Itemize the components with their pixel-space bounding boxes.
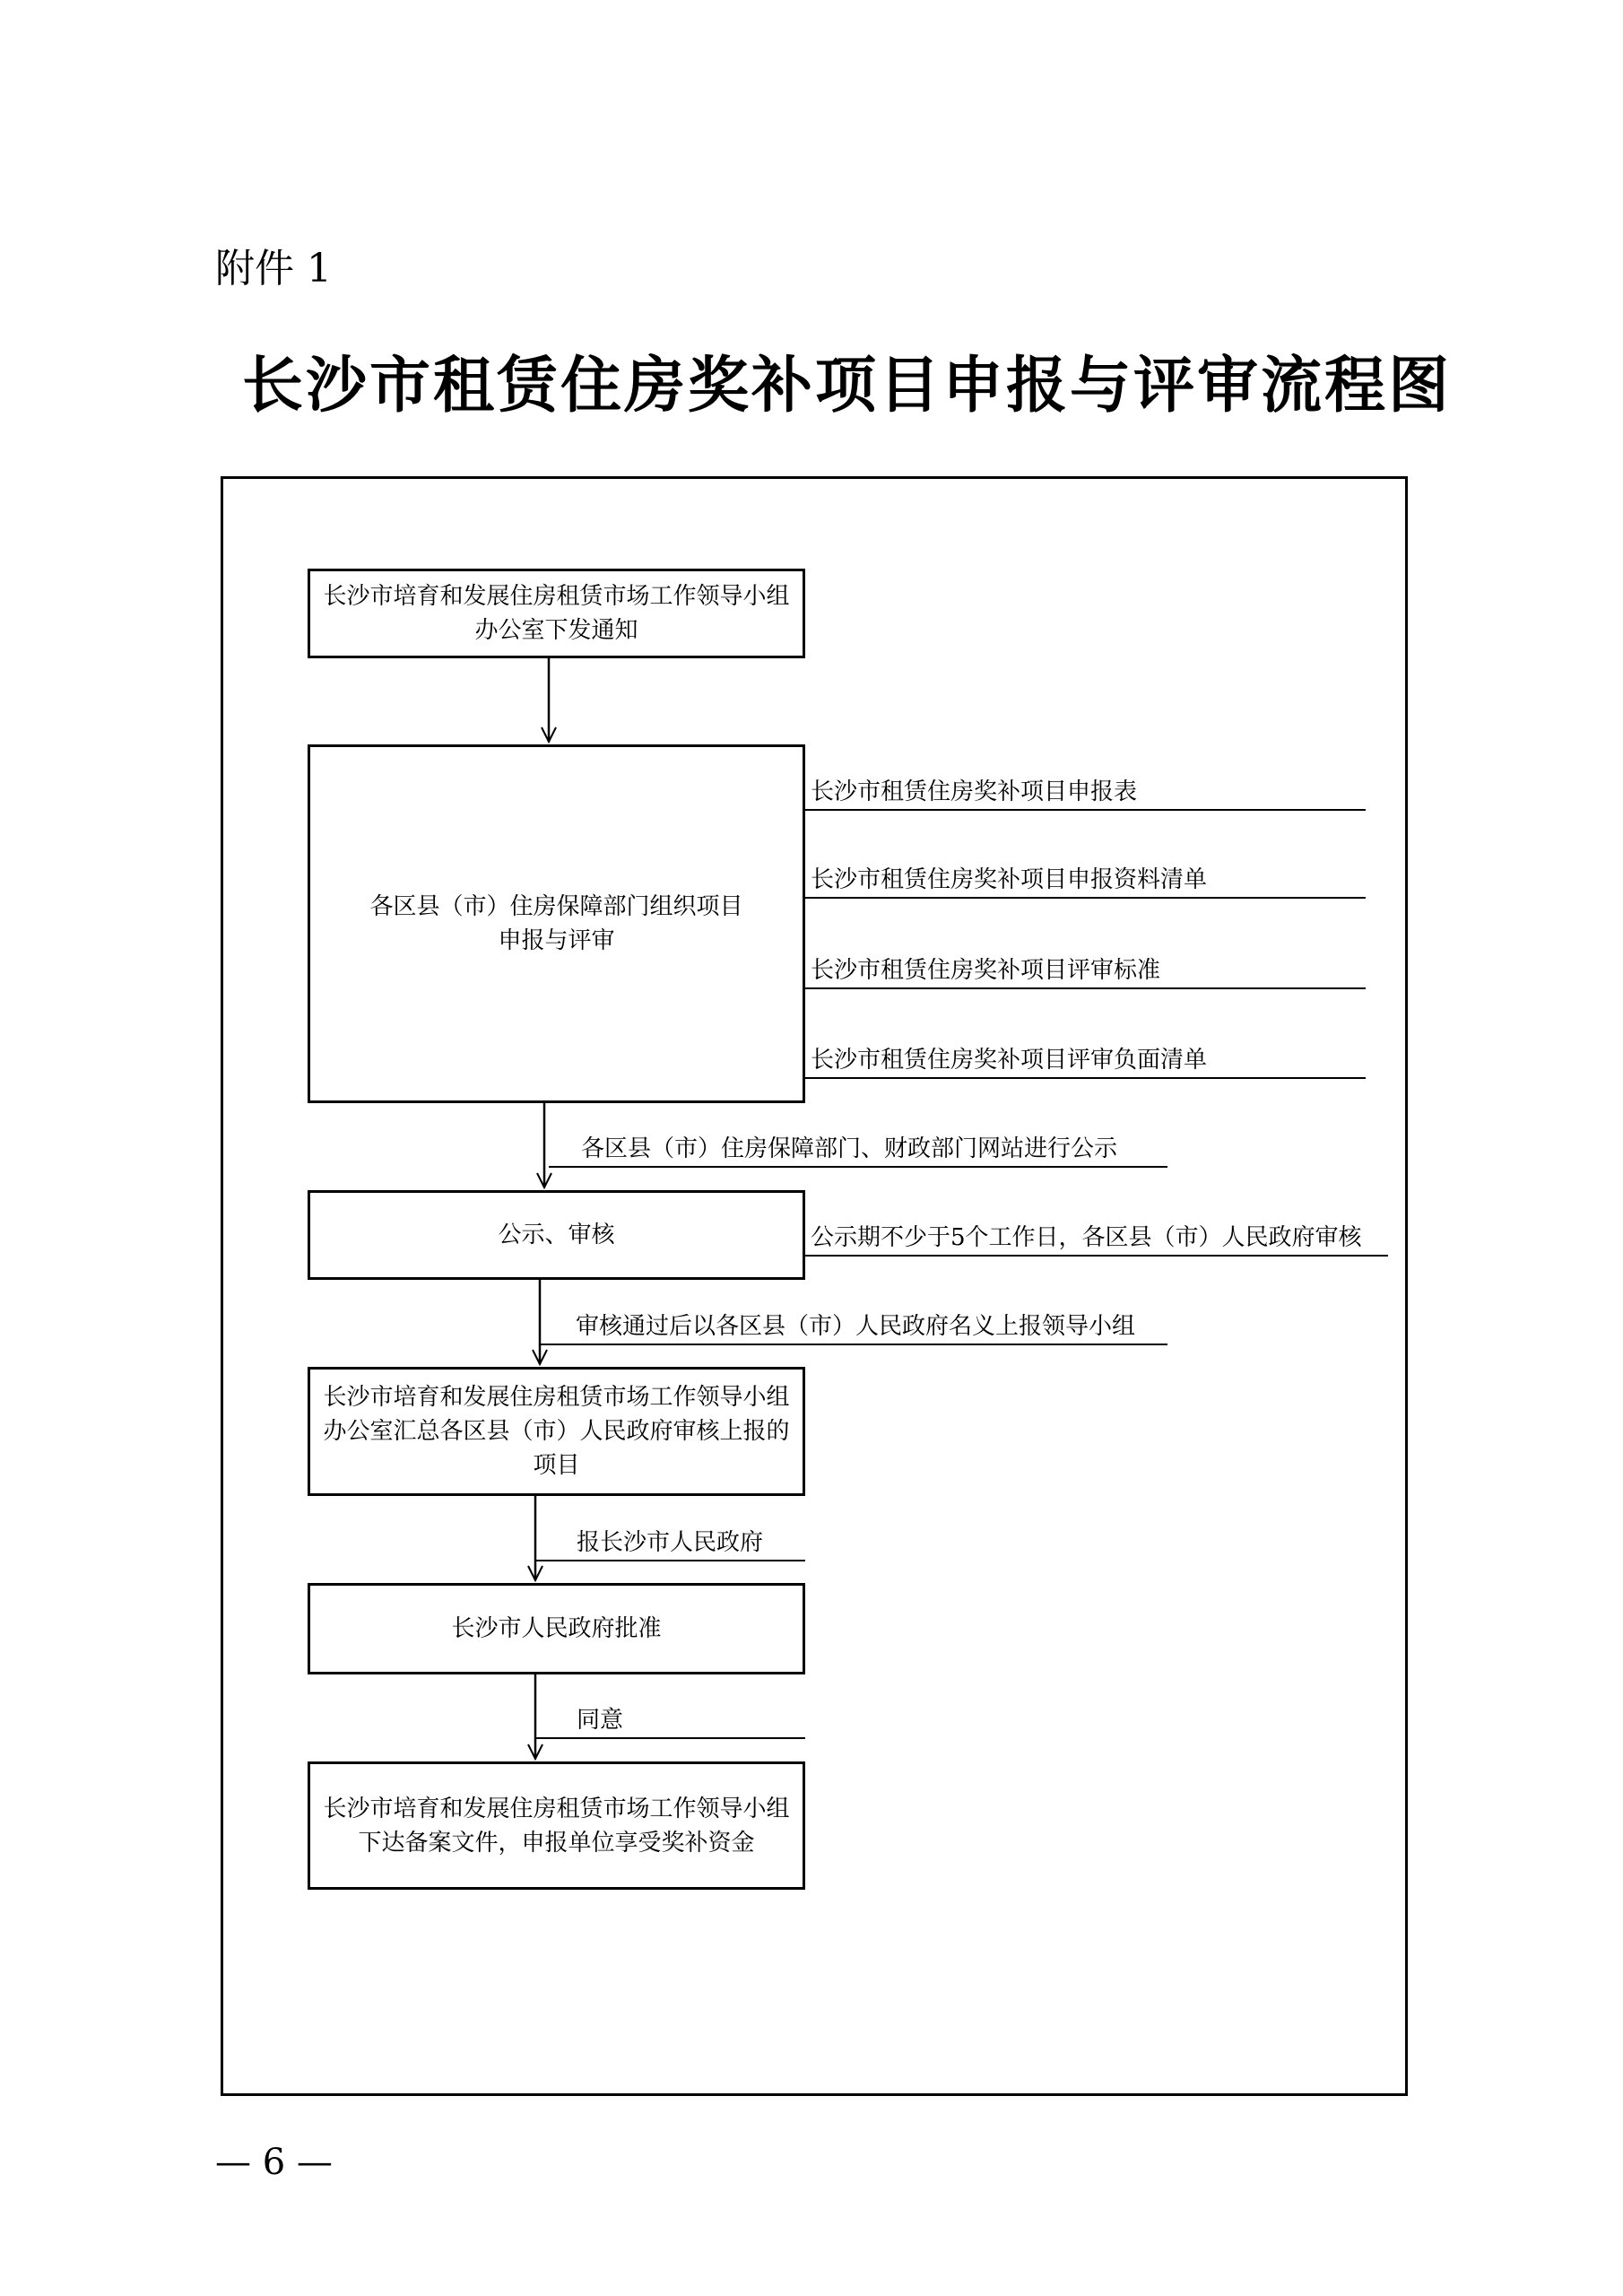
flow-step-4 bbox=[308, 1367, 805, 1496]
connector-label-2: 审核通过后以各区县（市）人民政府名义上报领导小组 bbox=[540, 1311, 1167, 1345]
page-number: — 6 — bbox=[215, 2142, 333, 2183]
side-document-2: 长沙市租赁住房奖补项目申报资料清单 bbox=[805, 865, 1366, 899]
side-document-3: 长沙市租赁住房奖补项目评审标准 bbox=[805, 955, 1366, 989]
flow-step-5 bbox=[308, 1583, 805, 1674]
flow-step-2-text: 各区县（市）住房保障部门组织项目申报与评审 bbox=[369, 893, 743, 954]
flow-step-5-text: 长沙市人民政府批准 bbox=[451, 1615, 662, 1642]
side-document-1: 长沙市租赁住房奖补项目申报表 bbox=[805, 777, 1366, 811]
flow-step-6-text: 长沙市培育和发展住房租赁市场工作领导小组下达备案文件，申报单位享受奖补资金 bbox=[323, 1795, 790, 1857]
side-document-4: 长沙市租赁住房奖补项目评审负面清单 bbox=[805, 1045, 1366, 1079]
publicity-note: 公示期不少于5个工作日，各区县（市）人民政府审核 bbox=[805, 1222, 1388, 1257]
page-title: 长沙市租赁住房奖补项目申报与评审流程图 bbox=[242, 350, 1453, 422]
connector-label-4: 同意 bbox=[535, 1705, 805, 1739]
flow-step-1 bbox=[308, 569, 805, 658]
flow-step-4-text: 长沙市培育和发展住房租赁市场工作领导小组办公室汇总各区县（市）人民政府审核上报的项目 bbox=[323, 1384, 790, 1479]
connector-label-1: 各区县（市）住房保障部门、财政部门网站进行公示 bbox=[549, 1134, 1167, 1168]
flow-step-2 bbox=[308, 744, 805, 1103]
flow-step-3-text: 公示、审核 bbox=[498, 1222, 615, 1248]
flow-step-1-text: 长沙市培育和发展住房租赁市场工作领导小组办公室下发通知 bbox=[323, 583, 790, 644]
flow-step-6 bbox=[308, 1761, 805, 1890]
flow-step-3 bbox=[308, 1190, 805, 1280]
connector-label-3: 报长沙市人民政府 bbox=[535, 1527, 805, 1561]
attachment-label: 附件 1 bbox=[215, 246, 332, 291]
